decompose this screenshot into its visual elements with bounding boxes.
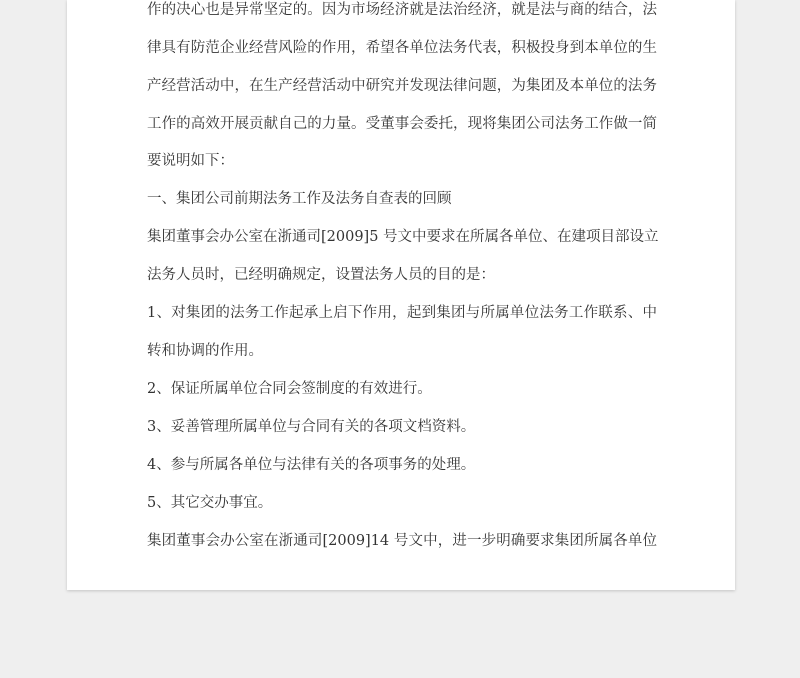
document-page (67, 0, 735, 590)
list-item: 5、其它交办事宜。 (147, 495, 273, 511)
text-line: 产经营活动中，在生产经营活动中研究并发现法律问题，为集团及本单位的法务 (147, 78, 657, 94)
text-line: 集团董事会办公室在浙通司[2009]14 号文中，进一步明确要求集团所属各单位 (147, 533, 657, 549)
list-item: 1、对集团的法务工作起承上启下作用，起到集团与所属单位法务工作联系、中 (147, 305, 657, 321)
list-item: 2、保证所属单位合同会签制度的有效进行。 (147, 381, 432, 397)
text-line: 集团董事会办公室在浙通司[2009]5 号文中要求在所属各单位、在建项目部设立 (147, 229, 659, 245)
section-heading: 一、集团公司前期法务工作及法务自查表的回顾 (147, 191, 452, 207)
text-line: 作的决心也是异常坚定的。因为市场经济就是法治经济，就是法与商的结合，法 (147, 2, 657, 18)
list-item-continuation: 转和协调的作用。 (147, 343, 263, 359)
text-line: 律具有防范企业经营风险的作用，希望各单位法务代表，积极投身到本单位的生 (147, 40, 657, 56)
text-line: 要说明如下： (147, 153, 234, 169)
list-item: 3、妥善管理所属单位与合同有关的各项文档资料。 (147, 419, 476, 435)
list-item: 4、参与所属各单位与法律有关的各项事务的处理。 (147, 457, 476, 473)
text-line: 法务人员时，已经明确规定，设置法务人员的目的是： (147, 267, 495, 283)
text-line: 工作的高效开展贡献自己的力量。受董事会委托，现将集团公司法务工作做一简 (147, 116, 657, 132)
